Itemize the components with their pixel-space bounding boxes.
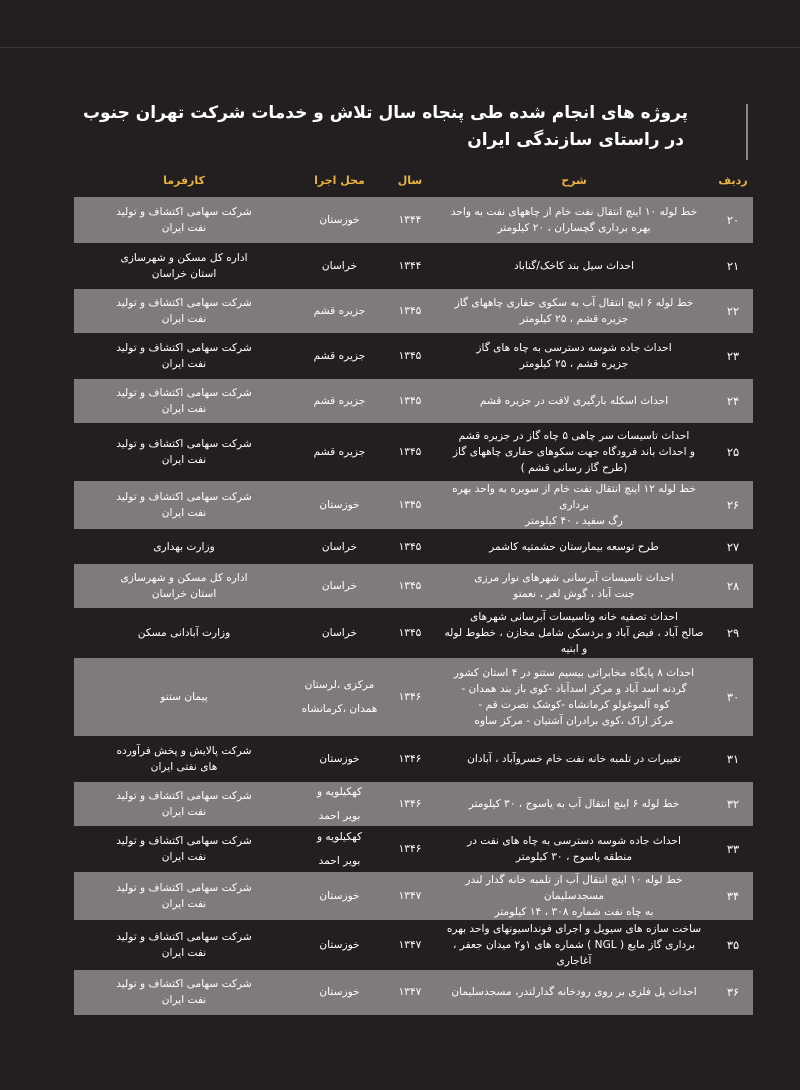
row-number-cell: ۲۲	[713, 289, 753, 334]
description-cell-line: طرح توسعه بیمارستان حشمتیه کاشمر	[489, 540, 659, 553]
place-cell	[294, 481, 385, 530]
title-line-2: در راستای سازندگی ایران	[467, 130, 684, 150]
place-cell	[294, 244, 385, 289]
description-cell-line: جنت آباد ، گوش لغر ، نعمتو	[513, 588, 635, 600]
description-cell-line: احداث جاده شوسه دسترسی به چاه های گاز	[476, 342, 672, 354]
description-cell-line: (طرح گاز رسانی قشم )	[520, 462, 628, 474]
place-cell-line: جزیره قشم	[313, 446, 366, 458]
client-cell-line: نفت ایران	[161, 851, 207, 863]
client-cell-line: وزارت بهداری	[153, 540, 215, 553]
projects-table	[74, 166, 753, 1015]
row-number-cell: ۳۴	[713, 872, 753, 921]
row-number-cell: ۲۰	[713, 197, 753, 244]
client-cell	[74, 827, 294, 872]
table-body	[74, 197, 753, 1015]
description-cell-line: صالح آباد ، فیض آباد و بردسکن شامل مخازن ، خطوط لوله و ابنیه	[444, 627, 704, 655]
client-cell-line: شرکت پالایش و پخش فرآورده	[116, 745, 252, 757]
year-cell: ۱۳۴۵	[385, 481, 435, 530]
year-cell: ۱۳۴۷	[385, 921, 435, 970]
table-row	[74, 481, 753, 530]
client-cell-line: نفت ایران	[161, 222, 207, 234]
description-cell-line: و احداث باند فرودگاه جهت سکوهای حفاری چاههای گاز	[452, 446, 696, 458]
place-cell	[294, 379, 385, 424]
client-cell	[74, 872, 294, 921]
description-cell-line: گردنه اسد آباد و مرکز اسدآباد -کوی باز بند همدان -	[461, 683, 687, 695]
place-cell	[294, 658, 385, 737]
row-number-cell: ۲۷	[713, 530, 753, 564]
place-cell	[294, 970, 385, 1015]
description-cell-line: ساخت سازه های سیویل و اجرای فونداسیونهای واحد بهره	[446, 923, 702, 935]
client-cell-line: اداره کل مسکن و شهرسازی	[120, 252, 248, 264]
description-cell-line: خط لوله ۶ اینچ انتقال آب به یاسوج ، ۳۰ کیلومتر	[468, 798, 680, 810]
client-cell-line: های نفتی ایران	[150, 761, 218, 773]
description-cell	[435, 782, 713, 827]
client-cell	[74, 244, 294, 289]
place-cell-line: جزیره قشم	[313, 305, 366, 317]
description-cell	[435, 737, 713, 782]
description-cell-line: خط لوله ۱۰ اینچ انتقال نفت خام از چاههای نفت به واحد	[450, 206, 698, 218]
description-cell	[435, 424, 713, 481]
description-cell-line: احداث اسکله بارگیری لافت در جزیره قشم	[479, 395, 669, 407]
description-cell-line: جزیره قشم ، ۲۵ کیلومتر	[519, 358, 629, 370]
description-cell-line: تغییرات در تلمبه خانه نفت خام خسروآباد ، آبادان	[467, 753, 681, 765]
client-cell-line: پیمان ستنو	[160, 691, 208, 703]
row-number-cell: ۲۸	[713, 564, 753, 609]
description-cell	[435, 970, 713, 1015]
client-cell	[74, 921, 294, 970]
place-cell-line: جزیره قشم	[313, 350, 366, 362]
description-cell-line: احداث تصفیه خانه وتاسیسات آبرسانی شهرهای	[470, 611, 678, 623]
table-row	[74, 609, 753, 658]
header-year: سال	[397, 174, 423, 187]
top-rule	[0, 0, 800, 48]
table-row	[74, 872, 753, 921]
client-cell	[74, 481, 294, 530]
row-number-cell: ۳۳	[713, 827, 753, 872]
description-cell	[435, 379, 713, 424]
client-cell-line: شرکت سهامی اکتشاف و تولید	[116, 206, 252, 218]
year-cell: ۱۳۴۵	[385, 379, 435, 424]
year-cell: ۱۳۴۶	[385, 782, 435, 827]
description-cell-line: خط لوله ۱۰ اینچ انتقال آب از تلمبه خانه گدار لندر مسجدسلیمان	[465, 874, 683, 902]
place-cell	[294, 197, 385, 244]
place-cell-line: خوزستان	[319, 214, 360, 226]
client-cell-line: نفت ایران	[161, 898, 207, 910]
place-cell	[294, 872, 385, 921]
client-cell	[74, 658, 294, 737]
description-cell-line: بهره برداری گچساران ، ۲۰ کیلومتر	[497, 222, 651, 234]
header-row-number: ردیف	[718, 174, 748, 187]
row-number-cell: ۲۹	[713, 609, 753, 658]
client-cell-line: شرکت سهامی اکتشاف و تولید	[116, 297, 252, 309]
place-cell	[294, 921, 385, 970]
client-cell-line: نفت ایران	[161, 994, 207, 1007]
place-cell	[294, 334, 385, 379]
table-row	[74, 782, 753, 827]
description-cell	[435, 334, 713, 379]
title-line-1: پروژه های انجام شده طی پنجاه سال تلاش و خدمات شرکت تهران جنوب	[82, 103, 688, 123]
description-cell	[435, 827, 713, 872]
description-cell-line: احداث تاسیسات سر چاهی ۵ چاه گاز در جزیره قشم	[458, 430, 690, 442]
place-cell-line: خوزستان	[319, 499, 360, 511]
place-cell-line: خوزستان	[319, 986, 360, 999]
row-number-cell: ۲۶	[713, 481, 753, 530]
place-cell	[294, 827, 385, 872]
place-cell-line: خراسان	[321, 580, 358, 592]
table-row	[74, 379, 753, 424]
client-cell-line: نفت ایران	[161, 806, 207, 818]
table-row	[74, 334, 753, 379]
client-cell-line: شرکت سهامی اکتشاف و تولید	[116, 931, 252, 943]
client-cell	[74, 564, 294, 609]
description-cell-line: برداری گاز مایع ( NGL ) شماره های ۱و۲ میدان جعفر ، آغاجاری	[452, 939, 696, 967]
client-cell	[74, 197, 294, 244]
row-number-cell: ۲۵	[713, 424, 753, 481]
year-cell: ۱۳۴۵	[385, 564, 435, 609]
place-cell	[294, 609, 385, 658]
year-cell: ۱۳۴۵	[385, 289, 435, 334]
place-cell-line: خراسان	[321, 260, 358, 272]
client-cell	[74, 334, 294, 379]
place-cell	[294, 530, 385, 564]
description-cell-line: احداث ۸ پایگاه مخابراتی بیسیم ستنو در ۴ استان کشور	[453, 667, 695, 679]
year-cell: ۱۳۴۴	[385, 197, 435, 244]
description-cell-line: جزیره قشم ، ۲۵ کیلومتر	[519, 313, 629, 325]
client-cell-line: استان خراسان	[151, 268, 217, 280]
table-row	[74, 244, 753, 289]
description-cell-line: منطقه یاسوج ، ۳۰ کیلومتر	[515, 851, 633, 863]
client-cell-line: شرکت سهامی اکتشاف و تولید	[116, 835, 252, 847]
year-cell: ۱۳۴۷	[385, 970, 435, 1015]
description-cell	[435, 921, 713, 970]
client-cell-line: اداره کل مسکن و شهرسازی	[120, 572, 248, 584]
title-accent-bar	[746, 104, 748, 160]
description-cell-line: رگ سفید ، ۴۰ کیلومتر	[525, 515, 623, 527]
place-cell-line: کهکیلویه و	[316, 786, 363, 798]
year-cell: ۱۳۴۵	[385, 424, 435, 481]
year-cell: ۱۳۴۶	[385, 737, 435, 782]
description-cell	[435, 197, 713, 244]
table-row	[74, 658, 753, 737]
year-cell: ۱۳۴۷	[385, 872, 435, 921]
client-cell	[74, 609, 294, 658]
client-cell-line: نفت ایران	[161, 454, 207, 466]
place-cell-line: خراسان	[321, 540, 358, 553]
place-cell-line: خوزستان	[319, 753, 360, 765]
year-cell: ۱۳۴۶	[385, 827, 435, 872]
client-cell-line: شرکت سهامی اکتشاف و تولید	[116, 387, 252, 399]
client-cell-line: شرکت سهامی اکتشاف و تولید	[116, 342, 252, 354]
description-cell-line: خط لوله ۱۲ اینچ انتقال نفت خام از سوبره به واحد بهره برداری	[452, 483, 696, 511]
description-cell-line: کوه آلموغولو کرمانشاه -کوشک نصرت قم -	[478, 699, 670, 711]
description-cell	[435, 872, 713, 921]
row-number-cell: ۳۶	[713, 970, 753, 1015]
row-number-cell: ۳۰	[713, 658, 753, 737]
description-cell-line: احداث تاسیسات آبرسانی شهرهای نوار مرزی	[474, 572, 674, 584]
description-cell-line: احداث جاده شوسه دسترسی به چاه های نفت در	[467, 835, 681, 847]
row-number-cell: ۳۵	[713, 921, 753, 970]
client-cell	[74, 782, 294, 827]
header-client: کارفرما	[163, 174, 205, 187]
place-cell	[294, 564, 385, 609]
row-number-cell: ۲۴	[713, 379, 753, 424]
year-cell: ۱۳۴۴	[385, 244, 435, 289]
header-place: محل اجرا	[314, 174, 365, 187]
description-cell	[435, 609, 713, 658]
place-cell-line: خراسان	[321, 627, 358, 639]
description-cell	[435, 289, 713, 334]
client-cell-line: نفت ایران	[161, 507, 207, 519]
place-cell	[294, 782, 385, 827]
place-cell	[294, 424, 385, 481]
table-row	[74, 289, 753, 334]
place-cell-line: کهکیلویه و	[316, 831, 363, 843]
table-row	[74, 827, 753, 872]
year-cell: ۱۳۴۵	[385, 609, 435, 658]
description-cell	[435, 658, 713, 737]
year-cell: ۱۳۴۵	[385, 530, 435, 564]
client-cell-line: شرکت سهامی اکتشاف و تولید	[116, 978, 252, 991]
place-cell-line: جزیره قشم	[313, 395, 366, 407]
description-cell-line: احداث پل فلزی بر روی رودخانه گدارلندر، مسجدسلیمان	[451, 986, 697, 999]
place-cell-line: خوزستان	[319, 939, 360, 951]
place-cell-line: بویر احمد	[318, 810, 361, 822]
row-number-cell: ۲۳	[713, 334, 753, 379]
client-cell-line: نفت ایران	[161, 358, 207, 370]
row-number-cell: ۳۱	[713, 737, 753, 782]
table-row	[74, 197, 753, 244]
client-cell	[74, 424, 294, 481]
place-cell-line: بویر احمد	[318, 855, 361, 867]
description-cell	[435, 244, 713, 289]
table-row	[74, 970, 753, 1015]
place-cell-line: همدان ،کرمانشاه	[301, 703, 378, 715]
client-cell-line: شرکت سهامی اکتشاف و تولید	[116, 790, 252, 802]
description-cell	[435, 481, 713, 530]
client-cell	[74, 379, 294, 424]
client-cell-line: شرکت سهامی اکتشاف و تولید	[116, 882, 252, 894]
table-row	[74, 530, 753, 564]
description-cell-line: به چاه نفت شماره ۳۰۸ ، ۱۴ کیلومتر	[494, 906, 654, 918]
table-header-row	[74, 166, 753, 197]
table-row	[74, 921, 753, 970]
client-cell	[74, 530, 294, 564]
table-row	[74, 564, 753, 609]
client-cell-line: استان خراسان	[151, 588, 217, 600]
description-cell-line: احداث سیل بند کاخک/گناباد	[513, 260, 635, 272]
client-cell	[74, 737, 294, 782]
client-cell	[74, 970, 294, 1015]
client-cell-line: نفت ایران	[161, 313, 207, 325]
client-cell-line: شرکت سهامی اکتشاف و تولید	[116, 491, 252, 503]
row-number-cell: ۲۱	[713, 244, 753, 289]
year-cell: ۱۳۴۵	[385, 334, 435, 379]
description-cell-line: خط لوله ۶ اینچ انتقال آب به سکوی حفاری چاههای گاز	[454, 297, 694, 309]
description-cell	[435, 530, 713, 564]
place-cell	[294, 737, 385, 782]
client-cell-line: نفت ایران	[161, 403, 207, 415]
description-cell	[435, 564, 713, 609]
client-cell-line: وزارت آبادانی مسکن	[137, 627, 231, 639]
page-title	[20, 100, 688, 154]
place-cell-line: مرکزی ،لرستان	[304, 679, 375, 691]
place-cell	[294, 289, 385, 334]
row-number-cell: ۳۲	[713, 782, 753, 827]
client-cell-line: نفت ایران	[161, 947, 207, 959]
header-description: شرح	[561, 174, 587, 187]
place-cell-line: خوزستان	[319, 890, 360, 902]
table-row	[74, 737, 753, 782]
year-cell: ۱۳۴۶	[385, 658, 435, 737]
table-row	[74, 424, 753, 481]
description-cell-line: مرکز اراک ،کوی برادران آشتیان - مرکز ساوه	[474, 715, 674, 727]
client-cell-line: شرکت سهامی اکتشاف و تولید	[116, 438, 252, 450]
client-cell	[74, 289, 294, 334]
